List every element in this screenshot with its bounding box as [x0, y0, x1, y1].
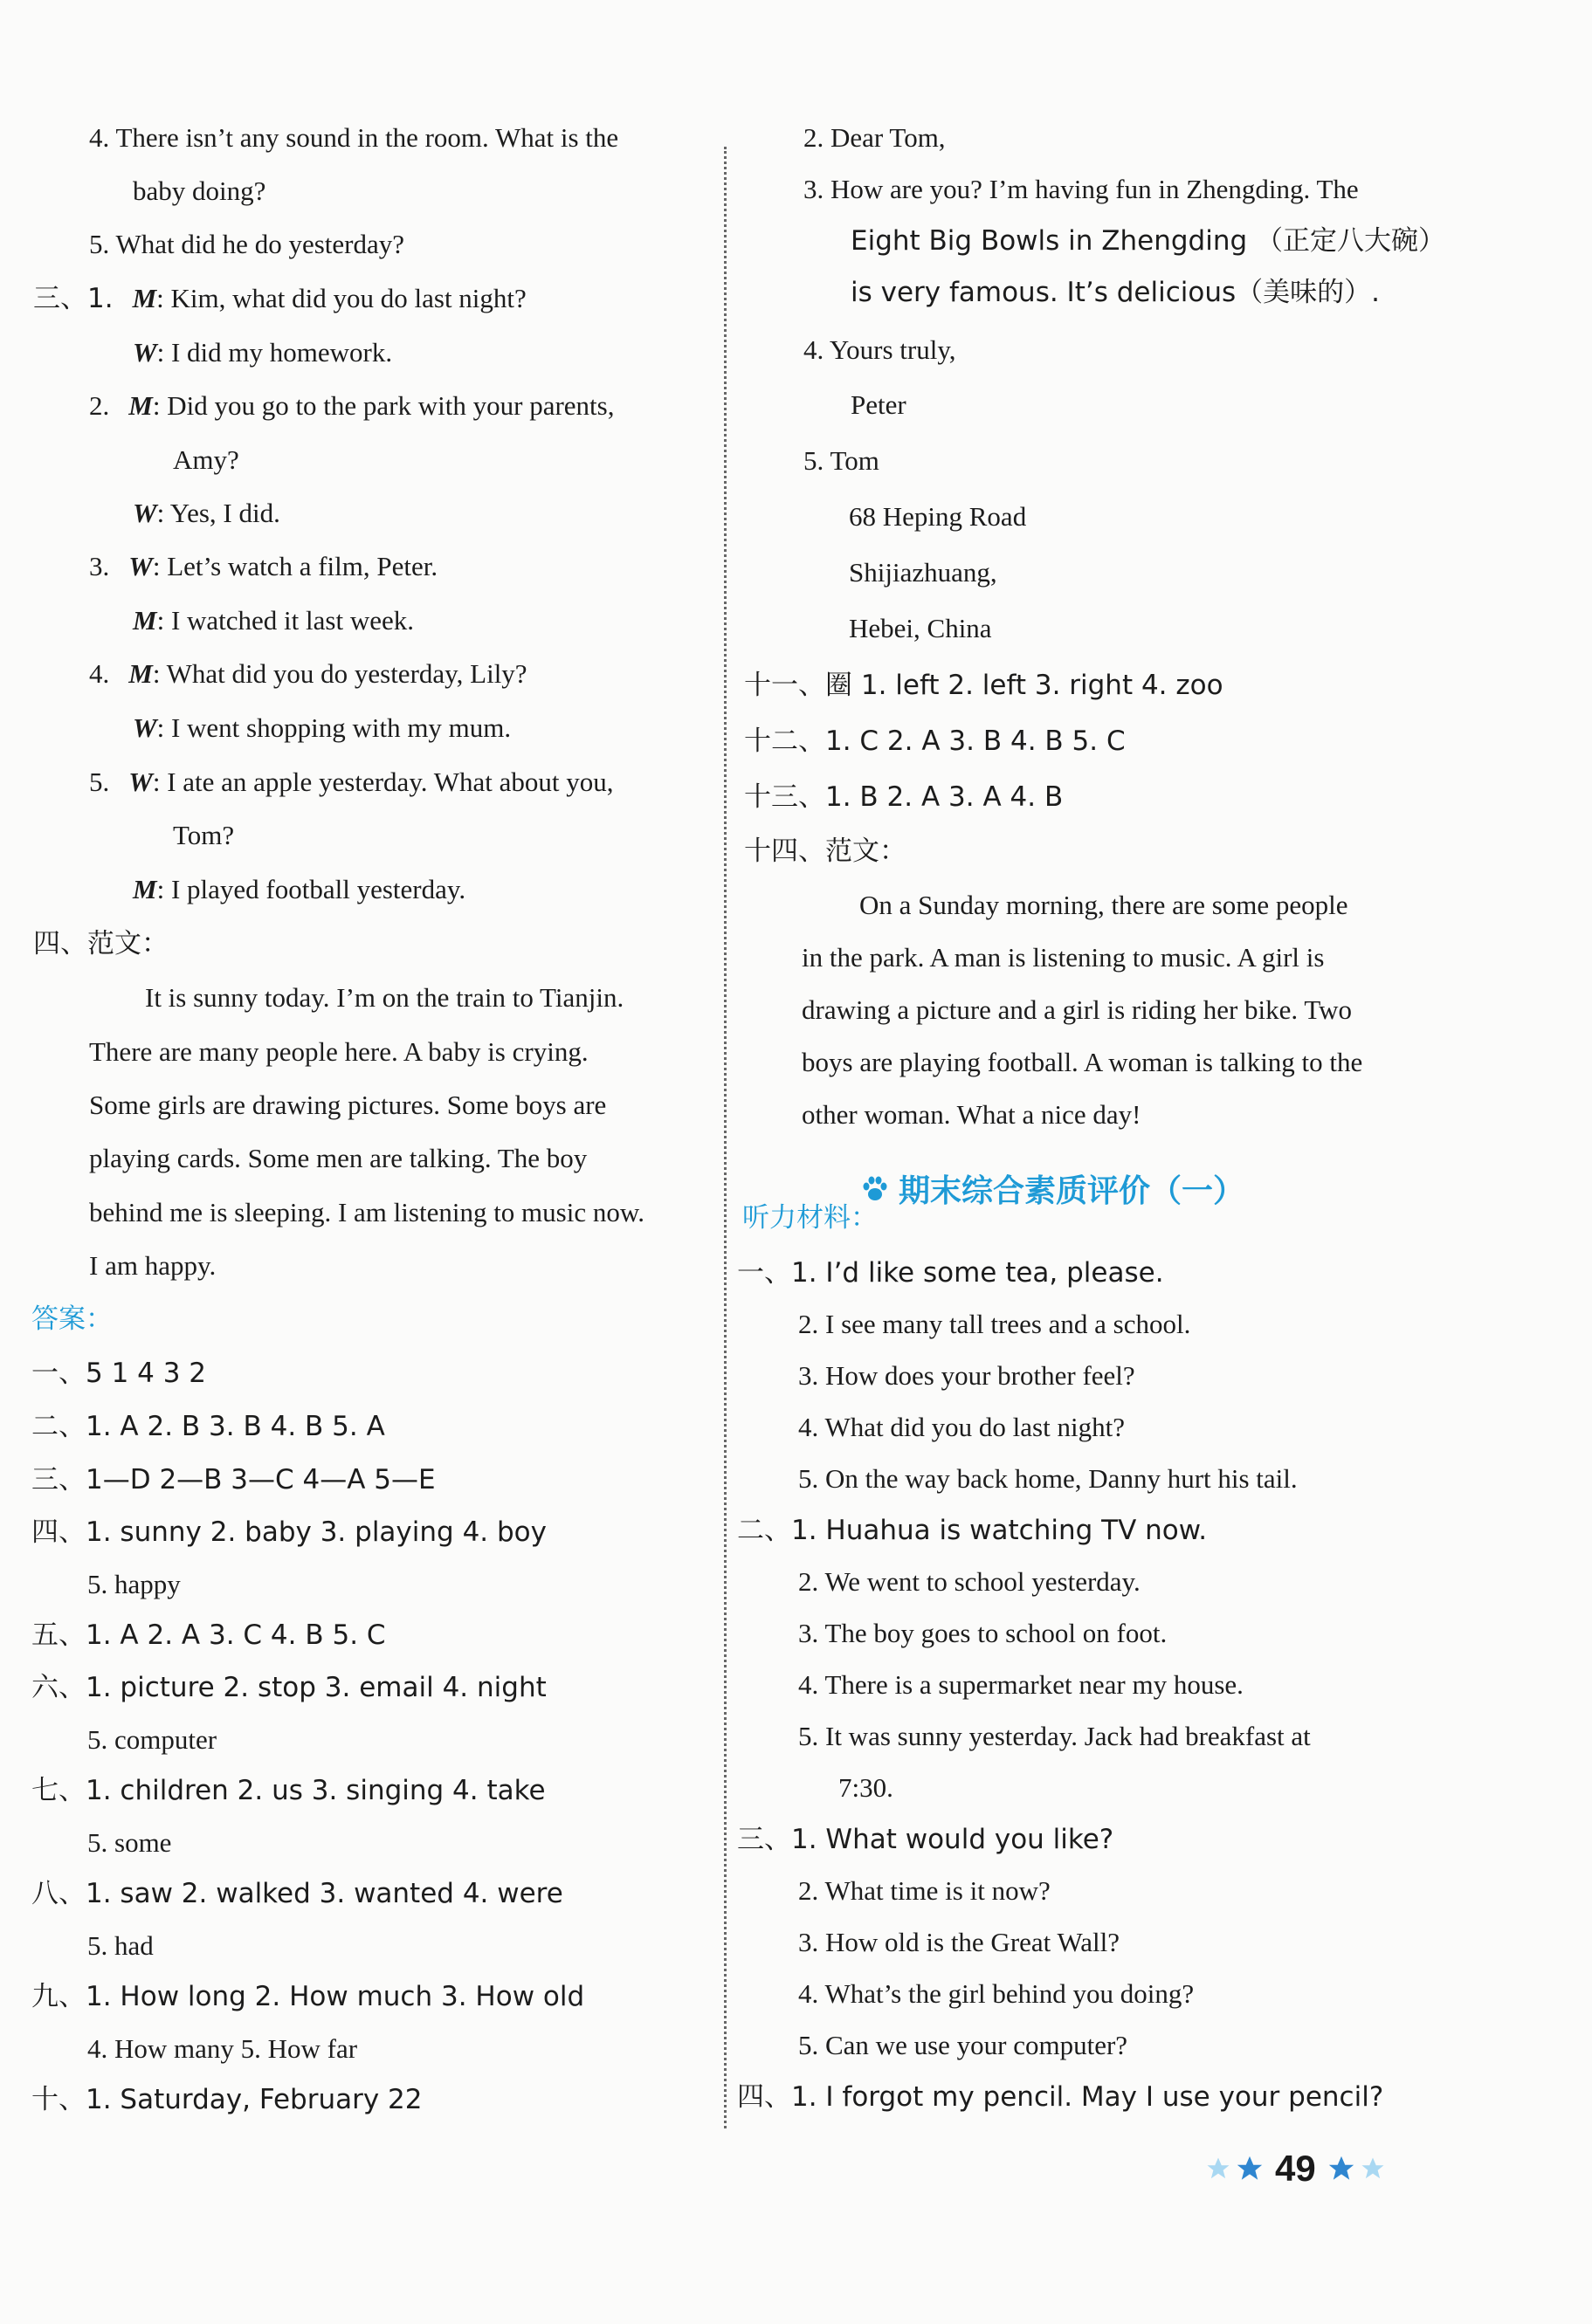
line-text: 四、1. I forgot my pencil. May I use your pencil? [737, 2081, 1384, 2113]
line-text: Shijiazhuang, [849, 557, 997, 588]
text-line [89, 121, 618, 155]
line-text: 六、1. picture 2. stop 3. email 4. night [31, 1672, 547, 1703]
line-text: boys are playing football. A woman is talking to the [802, 1047, 1363, 1077]
star-icon [1235, 2154, 1265, 2183]
text-line [849, 612, 992, 645]
text-line [133, 336, 392, 369]
text-line [851, 276, 1380, 309]
speaker-label: M [133, 605, 157, 636]
text-line [737, 1823, 1113, 1856]
text-line [31, 1357, 206, 1390]
text-line [31, 1980, 584, 2013]
line-text: 4. There is a supermarket near my house. [798, 1669, 1244, 1700]
text-line [31, 1671, 547, 1704]
dialogue-text: : What did you do yesterday, Lily? [152, 658, 527, 689]
line-text: Tom? [173, 820, 235, 850]
text-line [851, 388, 906, 422]
text-line [838, 1771, 893, 1805]
text-line [31, 1877, 563, 1910]
text-line [89, 1196, 644, 1229]
dialogue-text: : Yes, I did. [156, 498, 280, 528]
line-text: 十四、范文： [744, 835, 906, 867]
text-line [87, 1826, 171, 1860]
star-icon [1205, 2156, 1231, 2182]
speaker-label: W [133, 337, 157, 368]
line-text: 四、1. sunny 2. baby 3. playing 4. boy [31, 1516, 547, 1548]
line-text: 5. Can we use your computer? [798, 2030, 1128, 2060]
line-text: 5. Tom [803, 445, 879, 476]
text-line [89, 550, 438, 583]
text-line [849, 500, 1026, 533]
speaker-label: W [128, 767, 153, 797]
text-line [798, 1977, 1194, 2011]
text-line [744, 669, 1223, 702]
text-line [31, 1303, 113, 1336]
line-text: 4. What’s the girl behind you doing? [798, 1978, 1195, 2009]
star-icon [1360, 2156, 1386, 2182]
line-text: 4. What did you do last night? [798, 1412, 1125, 1442]
speaker-label: M [128, 390, 153, 421]
line-text: 3. How old is the Great Wall? [798, 1927, 1120, 1957]
text-line [89, 1089, 606, 1122]
line-text: 十二、1. C 2. A 3. B 4. B 5. C [744, 725, 1126, 757]
line-text: Amy? [173, 444, 239, 475]
dialogue-text: : I played football yesterday. [156, 874, 466, 904]
text-line [89, 1142, 587, 1175]
line-text: 3. How does your brother feel? [798, 1360, 1135, 1391]
line-text: 5. computer [87, 1724, 217, 1755]
line-text: 三、1. [33, 283, 114, 314]
line-text: 2. I see many tall trees and a school. [798, 1309, 1191, 1339]
text-line [803, 333, 956, 367]
section-heading-text: 期末综合素质评价（一） [899, 1173, 1245, 1209]
text-line [744, 725, 1126, 758]
line-text: I am happy. [89, 1250, 217, 1281]
text-line [802, 1098, 1141, 1131]
line-text: 7:30. [838, 1772, 893, 1803]
text-line [798, 1874, 1051, 1908]
text-line [133, 712, 511, 745]
speaker-label: M [132, 283, 157, 313]
line-text: 2. We went to school yesterday. [798, 1566, 1141, 1597]
text-line [89, 389, 614, 423]
speaker-label: W [133, 712, 157, 743]
line-text: baby doing? [133, 175, 266, 206]
text-line [145, 981, 624, 1014]
page-footer [1205, 2148, 1386, 2191]
text-line [133, 873, 465, 906]
dialogue-text: : Let’s watch a film, Peter. [152, 551, 438, 581]
speaker-label: M [133, 874, 157, 904]
line-text: 4. [89, 658, 110, 689]
line-text: 5. some [87, 1827, 172, 1858]
line-text: 五、1. A 2. A 3. C 4. B 5. C [31, 1619, 386, 1651]
line-text: in the park. A man is listening to music. A girl is [802, 942, 1325, 973]
line-text: behind me is sleeping. I am listening to music now. [89, 1197, 644, 1227]
line-text: 八、1. saw 2. walked 3. wanted 4. were [31, 1878, 563, 1909]
text-line [798, 1462, 1298, 1495]
text-line [849, 556, 997, 589]
line-text: 4. How many 5. How far [87, 2033, 358, 2064]
line-text: playing cards. Some men are talking. The boy [89, 1143, 588, 1173]
text-line [803, 444, 879, 478]
line-text: 5. [89, 767, 110, 797]
text-line [31, 1619, 386, 1652]
line-text: 一、1. I’d like some tea, please. [737, 1257, 1164, 1289]
line-text: 5. What did he do yesterday? [89, 229, 404, 259]
dialogue-text: : I went shopping with my mum. [156, 712, 512, 743]
text-line [798, 1617, 1167, 1650]
text-line [798, 1720, 1311, 1753]
line-text: other woman. What a nice day! [802, 1099, 1141, 1130]
text-line [802, 1046, 1362, 1079]
text-line [89, 766, 614, 799]
line-text: 听力材料： [742, 1202, 878, 1234]
line-text: Some girls are drawing pictures. Some boys are [89, 1090, 607, 1120]
line-text: 4. Yours truly, [803, 334, 956, 365]
text-line [851, 224, 1445, 258]
text-line [803, 121, 946, 155]
text-line [859, 889, 1348, 922]
text-line [31, 1516, 547, 1549]
line-text: 68 Heping Road [849, 501, 1027, 532]
text-line [89, 1249, 216, 1282]
star-icon [1327, 2154, 1356, 2183]
line-text: There are many people here. A baby is crying. [89, 1036, 589, 1067]
dialogue-text: : I ate an apple yesterday. What about you, [152, 767, 614, 797]
line-text: 5. had [87, 1930, 154, 1961]
text-line [87, 1568, 181, 1601]
line-text: 三、1. What would you like? [737, 1824, 1114, 1855]
line-text: 3. How are you? I’m having fun in Zhengding. The [803, 174, 1359, 204]
text-line [89, 657, 527, 691]
speaker-label: W [133, 498, 157, 528]
dialogue-text: : Kim, what did you do last night? [156, 283, 527, 313]
line-text: 2. Dear Tom, [803, 122, 946, 153]
line-text: 3. [89, 551, 110, 581]
text-line [133, 175, 265, 208]
line-text: 四、范文： [33, 928, 169, 959]
text-line [803, 173, 1359, 206]
text-line [744, 835, 906, 868]
text-line [87, 1929, 154, 1963]
text-line [742, 1201, 878, 1234]
line-text: 十、1. Saturday, February 22 [31, 2084, 423, 2115]
text-line [798, 1565, 1141, 1599]
line-text: 5. On the way back home, Danny hurt his tail. [798, 1463, 1298, 1494]
dialogue-text: : Did you go to the park with your parents, [152, 390, 615, 421]
line-text: 5. happy [87, 1569, 181, 1599]
line-text: drawing a picture and a girl is riding her bike. Two [802, 994, 1353, 1025]
line-text: 4. There isn’t any sound in the room. What is the [89, 122, 619, 153]
line-text: 一、5 1 4 3 2 [31, 1358, 207, 1389]
text-line [33, 927, 169, 960]
text-line [798, 1411, 1125, 1444]
text-line [173, 443, 239, 477]
text-line [87, 2032, 357, 2066]
line-text: 十三、1. B 2. A 3. A 4. B [744, 781, 1064, 813]
text-line [87, 1723, 217, 1757]
page-number: 49 [1275, 2148, 1316, 2189]
text-line [798, 1926, 1120, 1959]
speaker-label: M [128, 658, 153, 689]
text-line [737, 1514, 1207, 1547]
text-line [133, 604, 414, 637]
line-text: 二、1. Huahua is watching TV now. [737, 1515, 1208, 1546]
text-line [802, 994, 1352, 1027]
text-line [798, 1359, 1135, 1392]
text-line [798, 2029, 1127, 2062]
line-text: On a Sunday morning, there are some people [859, 890, 1348, 920]
dialogue-text: : I did my homework. [156, 337, 393, 368]
text-line [798, 1668, 1244, 1702]
line-text: 答案： [31, 1303, 113, 1335]
text-line [31, 1774, 546, 1807]
left-column [0, 0, 725, 2324]
line-text: Eight Big Bowls in Zhengding （正定八大碗） [851, 225, 1446, 257]
line-text: 十一、圈 1. left 2. left 3. right 4. zoo [744, 670, 1223, 701]
line-text: 二、1. A 2. B 3. B 4. B 5. A [31, 1411, 385, 1442]
line-text: 2. What time is it now? [798, 1875, 1051, 1906]
paw-icon [860, 1174, 890, 1204]
speaker-label: W [128, 551, 153, 581]
text-line [802, 941, 1324, 974]
text-line [31, 1410, 385, 1443]
text-line [31, 1463, 436, 1496]
text-line [173, 819, 234, 852]
line-text: 七、1. children 2. us 3. singing 4. take [31, 1775, 546, 1806]
line-text: 三、1—D 2—B 3—C 4—A 5—E [31, 1464, 436, 1495]
line-text: 3. The boy goes to school on foot. [798, 1618, 1168, 1648]
line-text: Hebei, China [849, 613, 992, 643]
line-text: 5. It was sunny yesterday. Jack had breakfast at [798, 1721, 1311, 1751]
text-line [31, 2083, 423, 2116]
section-heading [860, 1170, 1244, 1214]
text-line [33, 282, 527, 315]
text-line [89, 1035, 589, 1069]
line-text: 九、1. How long 2. How much 3. How old [31, 1981, 585, 2012]
right-column [734, 0, 1592, 2324]
column-divider [724, 147, 727, 2128]
text-line [744, 780, 1063, 814]
line-text: 2. [89, 390, 110, 421]
dialogue-text: : I watched it last week. [156, 605, 414, 636]
text-line [737, 2080, 1383, 2114]
text-line [89, 228, 404, 261]
text-line [133, 497, 280, 530]
text-line [737, 1256, 1164, 1289]
line-text: It is sunny today. I’m on the train to Tianjin. [145, 982, 624, 1013]
line-text: Peter [851, 389, 906, 420]
text-line [798, 1308, 1190, 1341]
line-text: is very famous. It’s delicious（美味的）. [851, 277, 1380, 308]
